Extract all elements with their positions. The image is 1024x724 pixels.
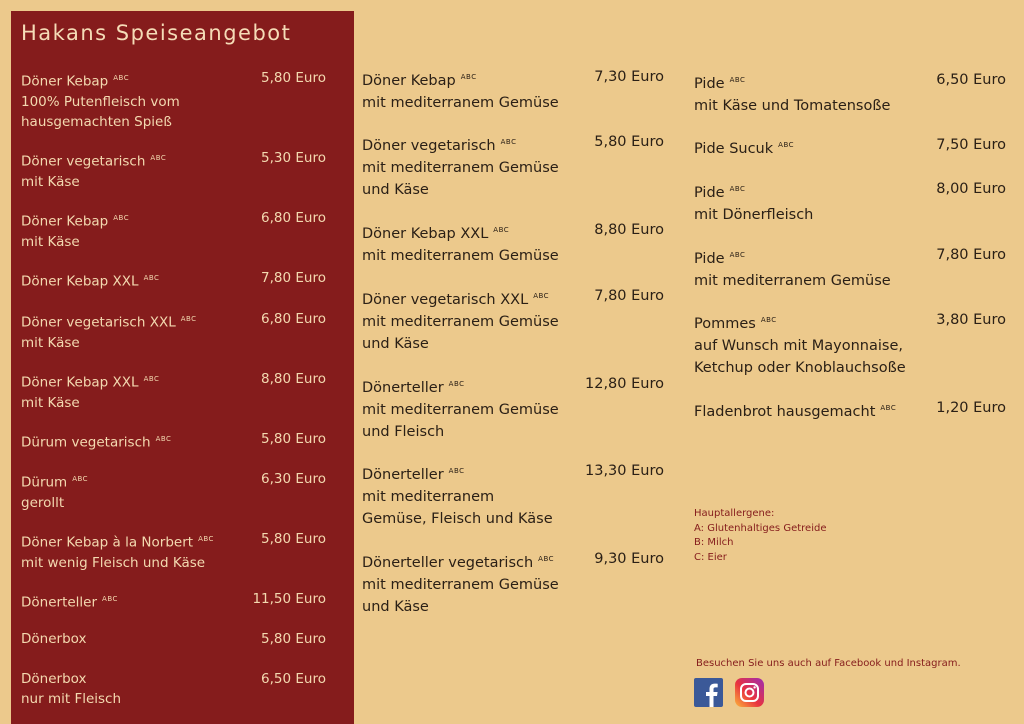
allergen-tag: ABC	[493, 226, 510, 234]
item-name: Pommes	[694, 315, 756, 332]
menu-item	[362, 460, 664, 530]
allergen-tag: ABC	[143, 375, 160, 383]
allergen-tag: ABC	[155, 435, 172, 443]
instagram-icon[interactable]	[735, 678, 764, 707]
menu-item	[21, 429, 326, 453]
allergen-tag: ABC	[760, 316, 777, 324]
allergen-line: B: Milch	[694, 537, 734, 548]
allergen-tag: ABC	[460, 73, 477, 81]
allergen-line: A: Glutenhaltiges Getreide	[694, 522, 827, 534]
menu-item	[694, 69, 1006, 117]
facebook-icon[interactable]	[694, 678, 723, 707]
allergen-heading: Hauptallergene:	[694, 508, 775, 519]
menu-title: Hakans Speiseangebot	[21, 21, 292, 45]
menu-item	[694, 244, 1006, 292]
item-description: mit Käse	[21, 394, 80, 411]
item-description: mit mediterranem Gemüse und Käse	[362, 576, 559, 615]
item-price: 6,80 Euro	[261, 311, 326, 327]
item-name: Döner Kebap XXL	[21, 273, 139, 290]
allergen-tag: ABC	[538, 555, 555, 563]
item-name: Döner Kebap à la Norbert	[21, 534, 194, 551]
item-name: Döner vegetarisch XXL	[362, 291, 529, 308]
item-description: mit mediterranem Gemüse	[362, 247, 559, 264]
item-name: Pide Sucuk	[694, 140, 774, 157]
item-name: Döner Kebap	[21, 73, 109, 90]
item-name: Fladenbrot hausgemacht	[694, 403, 876, 420]
item-name: Dönerbox	[21, 631, 87, 647]
item-description: mit mediterranem Gemüse und Käse	[362, 313, 559, 352]
item-price: 5,80 Euro	[594, 134, 664, 150]
allergen-tag: ABC	[729, 251, 746, 259]
item-price: 5,80 Euro	[261, 70, 326, 86]
menu-item	[362, 66, 664, 114]
item-name: Döner vegetarisch	[362, 137, 496, 154]
allergen-tag: ABC	[778, 141, 795, 149]
item-price: 5,80 Euro	[261, 631, 326, 647]
item-name: Döner Kebap XXL	[362, 225, 489, 242]
allergen-tag: ABC	[180, 315, 197, 323]
allergen-tag: ABC	[448, 380, 465, 388]
item-price: 13,30 Euro	[585, 463, 664, 479]
item-price: 6,30 Euro	[261, 471, 326, 487]
item-price: 7,30 Euro	[594, 69, 664, 85]
allergen-tag: ABC	[113, 74, 130, 82]
item-price: 7,80 Euro	[594, 288, 664, 304]
allergen-tag: ABC	[533, 292, 550, 300]
item-name: Pide	[694, 184, 725, 201]
menu-item	[362, 131, 664, 201]
menu-item	[21, 469, 326, 513]
item-description: mit mediterranem Gemüse und Fleisch	[362, 401, 559, 440]
menu-item	[21, 208, 326, 252]
menu-item	[21, 669, 326, 709]
item-description: mit Käse	[21, 233, 80, 250]
allergen-line: C: Eier	[694, 551, 727, 563]
allergen-tag: ABC	[198, 535, 214, 543]
item-name: Döner vegetarisch XXL	[21, 314, 176, 331]
allergen-tag: ABC	[880, 404, 897, 412]
item-name: Döner vegetarisch	[21, 153, 146, 170]
item-name: Dönerteller	[362, 466, 444, 483]
allergen-tag: ABC	[500, 138, 517, 146]
item-name: Dönerteller	[362, 379, 444, 396]
left-menu-panel	[11, 11, 354, 724]
item-price: 6,50 Euro	[261, 671, 326, 687]
item-price: 5,80 Euro	[261, 431, 326, 447]
item-description: auf Wunsch mit Mayonnaise, Ketchup oder Knoblauchsoße	[694, 337, 906, 376]
item-name: Döner Kebap XXL	[21, 374, 139, 391]
menu-item	[362, 373, 664, 443]
menu-item	[21, 369, 326, 413]
item-price: 8,00 Euro	[936, 181, 1006, 197]
menu-item	[362, 548, 664, 618]
item-name: Pide	[694, 250, 725, 267]
menu-item	[362, 285, 664, 355]
social-media-text: Besuchen Sie uns auch auf Facebook und Instagram.	[696, 658, 961, 669]
item-description: mit mediterranem Gemüse und Käse	[362, 159, 559, 198]
allergen-tag: ABC	[448, 467, 465, 475]
menu-item	[694, 309, 1006, 379]
item-name: Dürum vegetarisch	[21, 434, 151, 451]
item-price: 5,30 Euro	[261, 150, 326, 166]
allergen-tag: ABC	[143, 274, 160, 282]
item-price: 9,30 Euro	[594, 551, 664, 567]
menu-item	[21, 148, 326, 192]
item-description: mit Käse und Tomatensoße	[694, 97, 891, 114]
item-description: mit mediterranem Gemüse	[362, 94, 559, 111]
menu-item	[21, 589, 326, 613]
item-name: Dönerteller	[21, 594, 98, 611]
allergen-tag: ABC	[72, 475, 89, 483]
item-name: Döner Kebap	[21, 213, 109, 230]
menu-item	[694, 134, 1006, 160]
item-price: 5,80 Euro	[261, 531, 326, 547]
menu-item	[21, 309, 326, 353]
item-name: Dönerteller vegetarisch	[362, 554, 534, 571]
item-price: 6,80 Euro	[261, 210, 326, 226]
menu-item	[21, 629, 326, 649]
item-name: Dönerbox	[21, 671, 87, 687]
item-price: 7,80 Euro	[936, 247, 1006, 263]
menu-item	[21, 68, 326, 132]
allergen-tag: ABC	[729, 76, 746, 84]
allergen-tag: ABC	[102, 595, 118, 603]
item-description: mit wenig Fleisch und Käse	[21, 554, 206, 571]
item-price: 8,80 Euro	[594, 222, 664, 238]
item-name: Dürum	[21, 474, 68, 491]
item-price: 6,50 Euro	[936, 72, 1006, 88]
menu-item	[362, 219, 664, 267]
item-price: 7,80 Euro	[261, 270, 326, 286]
item-description: mit mediterranem Gemüse, Fleisch und Käse	[362, 488, 553, 527]
social-icons	[694, 678, 764, 707]
item-name: Döner Kebap	[362, 72, 456, 89]
item-description: mit Käse	[21, 334, 80, 351]
allergen-tag: ABC	[150, 154, 167, 162]
item-description: nur mit Fleisch	[21, 691, 122, 707]
allergen-tag: ABC	[113, 214, 130, 222]
item-price: 8,80 Euro	[261, 371, 326, 387]
item-price: 1,20 Euro	[936, 400, 1006, 416]
menu-item	[21, 268, 326, 292]
item-description: gerollt	[21, 494, 65, 511]
item-name: Pide	[694, 75, 725, 92]
item-description: mit Käse	[21, 173, 80, 190]
menu-item	[21, 529, 326, 573]
menu-item	[694, 178, 1006, 226]
item-price: 3,80 Euro	[936, 312, 1006, 328]
item-description: mit mediterranem Gemüse	[694, 272, 891, 289]
allergen-legend	[694, 507, 826, 565]
item-price: 11,50 Euro	[252, 591, 326, 607]
item-description: mit Dönerfleisch	[694, 206, 814, 223]
item-description: 100% Putenfleisch vom hausgemachten Spieß	[21, 93, 180, 130]
item-price: 12,80 Euro	[585, 376, 664, 392]
menu-item	[694, 397, 1006, 423]
item-price: 7,50 Euro	[936, 137, 1006, 153]
allergen-tag: ABC	[729, 185, 746, 193]
